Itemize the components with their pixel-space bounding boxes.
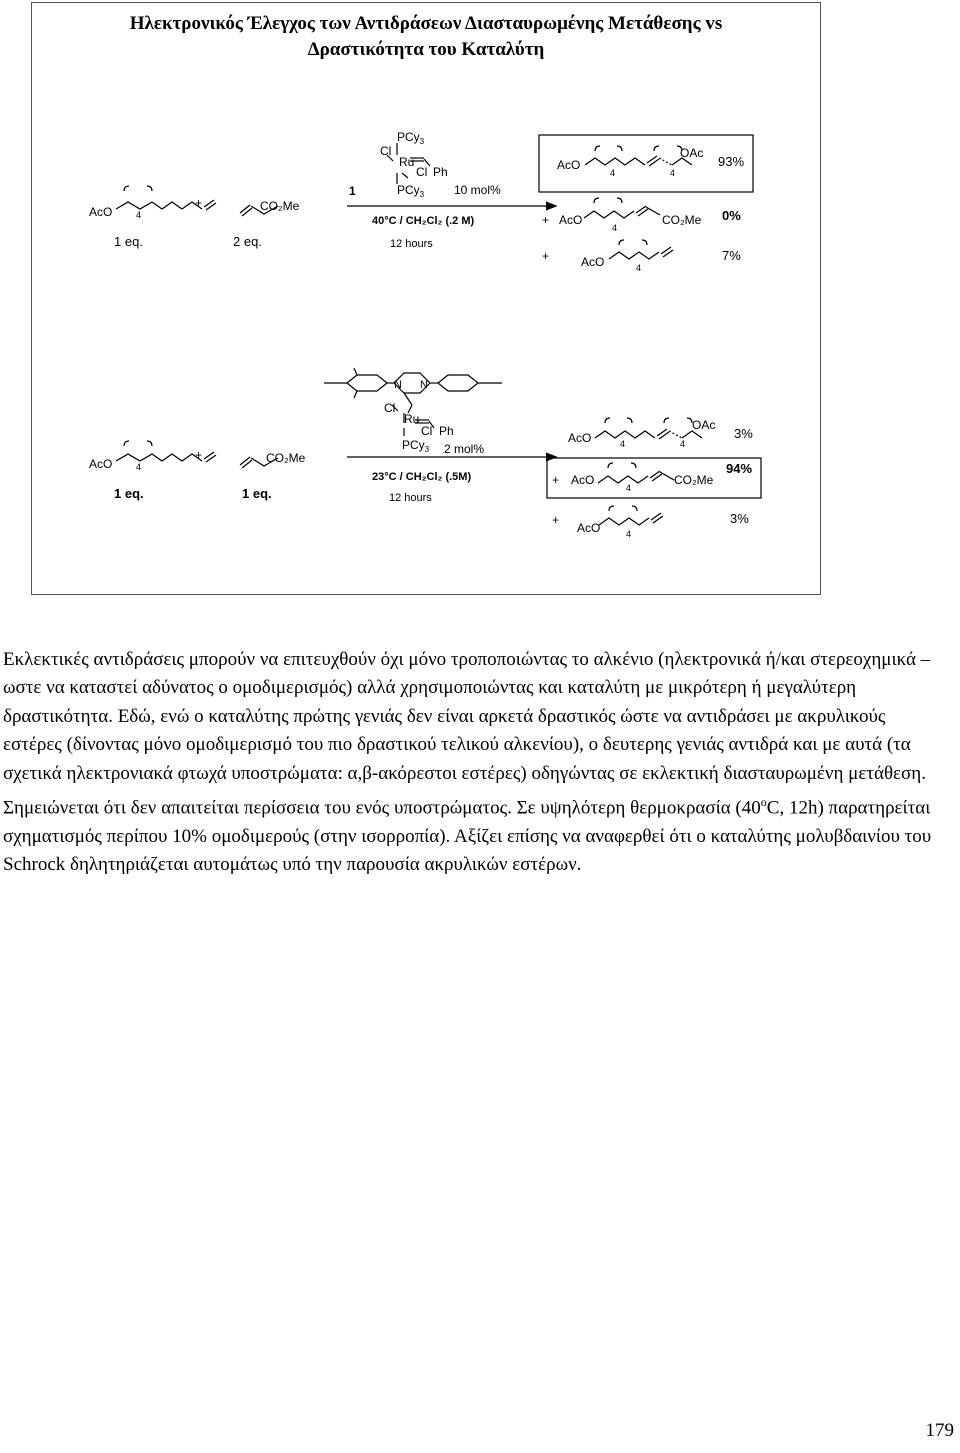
s2-reactant1-n: 4 (136, 462, 142, 472)
s1-p2-right: CO₂Me (662, 213, 702, 227)
s2-p1-left: AcO (568, 431, 592, 445)
s2-p1-n2: 4 (680, 439, 686, 449)
s2-p2-right: CO₂Me (674, 473, 714, 487)
s2-p3-plus: + (552, 513, 560, 527)
s2-p2-yield: 94% (726, 461, 753, 476)
s1-loading: 10 mol% (454, 183, 501, 197)
s1-p1-right: OAc (680, 146, 704, 160)
s2-p2-plus: + (552, 473, 560, 487)
s1-p2-n: 4 (612, 223, 618, 233)
s2-cl-bottom: Cl (421, 424, 433, 438)
body-paragraph (3, 646, 938, 880)
s2-plus: + (195, 448, 203, 462)
s1-p3-left: AcO (581, 255, 605, 269)
s1-p1-left: AcO (557, 158, 581, 172)
degree-superscript: o (760, 795, 767, 810)
s1-reactant1-eq: 1 eq. (114, 234, 143, 249)
s1-reactant2-eq: 2 eq. (233, 234, 262, 249)
page-number: 179 (925, 1420, 954, 1441)
slide-figure (31, 2, 821, 595)
slide-title-line2: Δραστικότητα του Καταλύτη (307, 39, 545, 60)
s2-loading: 2 mol% (444, 442, 485, 456)
s2-reactant1-eq: 1 eq. (114, 486, 144, 501)
s1-plus: + (195, 196, 203, 210)
s2-p3-yield: 3% (730, 511, 749, 526)
s2-reactant2-ester: CO₂Me (266, 451, 306, 465)
s1-pcy3-bottom: PCy$_3$ (397, 183, 425, 199)
s2-ph: Ph (439, 424, 454, 438)
s1-p1-yield: 93% (718, 154, 745, 169)
s1-p1-n2: 4 (670, 168, 676, 178)
s1-p1-n: 4 (610, 168, 616, 178)
s2-n-left: N (394, 379, 402, 391)
s1-pcy3-top: PCy$_3$ (397, 130, 425, 146)
s1-p2-left: AcO (559, 213, 583, 227)
s2-p2-left: AcO (571, 473, 595, 487)
s2-p2-n: 4 (626, 483, 632, 493)
s1-ru: Ru (399, 155, 415, 169)
s1-time: 12 hours (390, 238, 433, 250)
s1-cl-top: Cl (380, 144, 392, 158)
s2-conditions: 23°C / CH₂Cl₂ (.5M) (372, 471, 472, 483)
s1-catalyst-label: 1 (349, 184, 356, 198)
slide-title-line1: Ηλεκτρονικός Έλεγχος των Αντιδράσεων Διασταυρωμένης Μετάθεσης vs (129, 13, 723, 34)
s1-p3-n: 4 (636, 263, 642, 273)
s2-p1-yield: 3% (734, 426, 753, 441)
s2-ru: Ru (404, 412, 420, 426)
body-paragraph-part2: C, 12h) παρατηρείται σχηματισμός περίπου 10% ομοδιμερούς (στην ισορροπία). Αξίζει επίσης να αναφερθεί ότι ο καταλύτης μολυβδαινίου του Schrock δηλητηριάζεται αυτομάτως υπό την παρουσία ακρυλικών εστέρων. (3, 797, 932, 876)
s1-cl-bottom: Cl (416, 165, 428, 179)
s1-conditions: 40°C / CH₂Cl₂ (.2 M) (372, 215, 475, 227)
s2-pcy3: PCy$_3$ (402, 438, 430, 454)
s1-reactant1: AcO (89, 205, 113, 219)
s2-reactant2-eq: 1 eq. (242, 486, 272, 501)
s1-p3-plus: + (542, 249, 550, 263)
s2-cl-top: Cl (384, 401, 396, 415)
s2-reactant1: AcO (89, 457, 113, 471)
body-paragraph-part1: Εκλεκτικές αντιδράσεις μπορούν να επιτευχθούν όχι μόνο τροποποιώντας το αλκένιο (ηλεκτρονικά ή/και στερεοχημικά – ωστε να καταστεί αδύνατος ο ομοδιμερισμός) αλλά χρησιμοποιώντας και καταλύτη με μικρότερη ή μεγαλύτερη δραστικότητα. Εδώ, ενώ ο καταλύτης πρώτης γενιάς δεν είναι αρκετά δραστικός ώστε να αντιδράσει με ακρυλικούς εστέρες (δίνοντας μόνο ομοδιμερισμό του πιο δραστικού τελικού αλκενίου), ο δευτερης γενιάς αντιδρά και με αυτά (τα σχετικά ηλεκτρονιακά φτωχά υποστρώματα: α,β-ακόρεστοι εστέρες) οδηγώντας σε εκλεκτική διασταυρωμένη μετάθεση. Σημειώνεται ότι δεν απαιτείται περίσσεια του ενός υποστρώματος. Σε υψηλότερη θερμοκρασία (40 (3, 649, 931, 819)
s1-reactant1-n: 4 (136, 210, 142, 220)
s2-time: 12 hours (389, 492, 432, 504)
reaction-schemes (32, 3, 820, 593)
s2-p1-right: OAc (692, 418, 716, 432)
s1-p2-plus: + (542, 213, 550, 227)
s2-p3-n: 4 (626, 529, 632, 539)
s2-n-right: N (420, 379, 428, 391)
s2-p1-n: 4 (620, 439, 626, 449)
s1-reactant2-ester: CO₂Me (260, 199, 300, 213)
s1-p3-yield: 7% (722, 248, 741, 263)
s1-p2-yield: 0% (722, 208, 741, 223)
s2-p3-left: AcO (577, 521, 601, 535)
s1-ph: Ph (433, 165, 448, 179)
